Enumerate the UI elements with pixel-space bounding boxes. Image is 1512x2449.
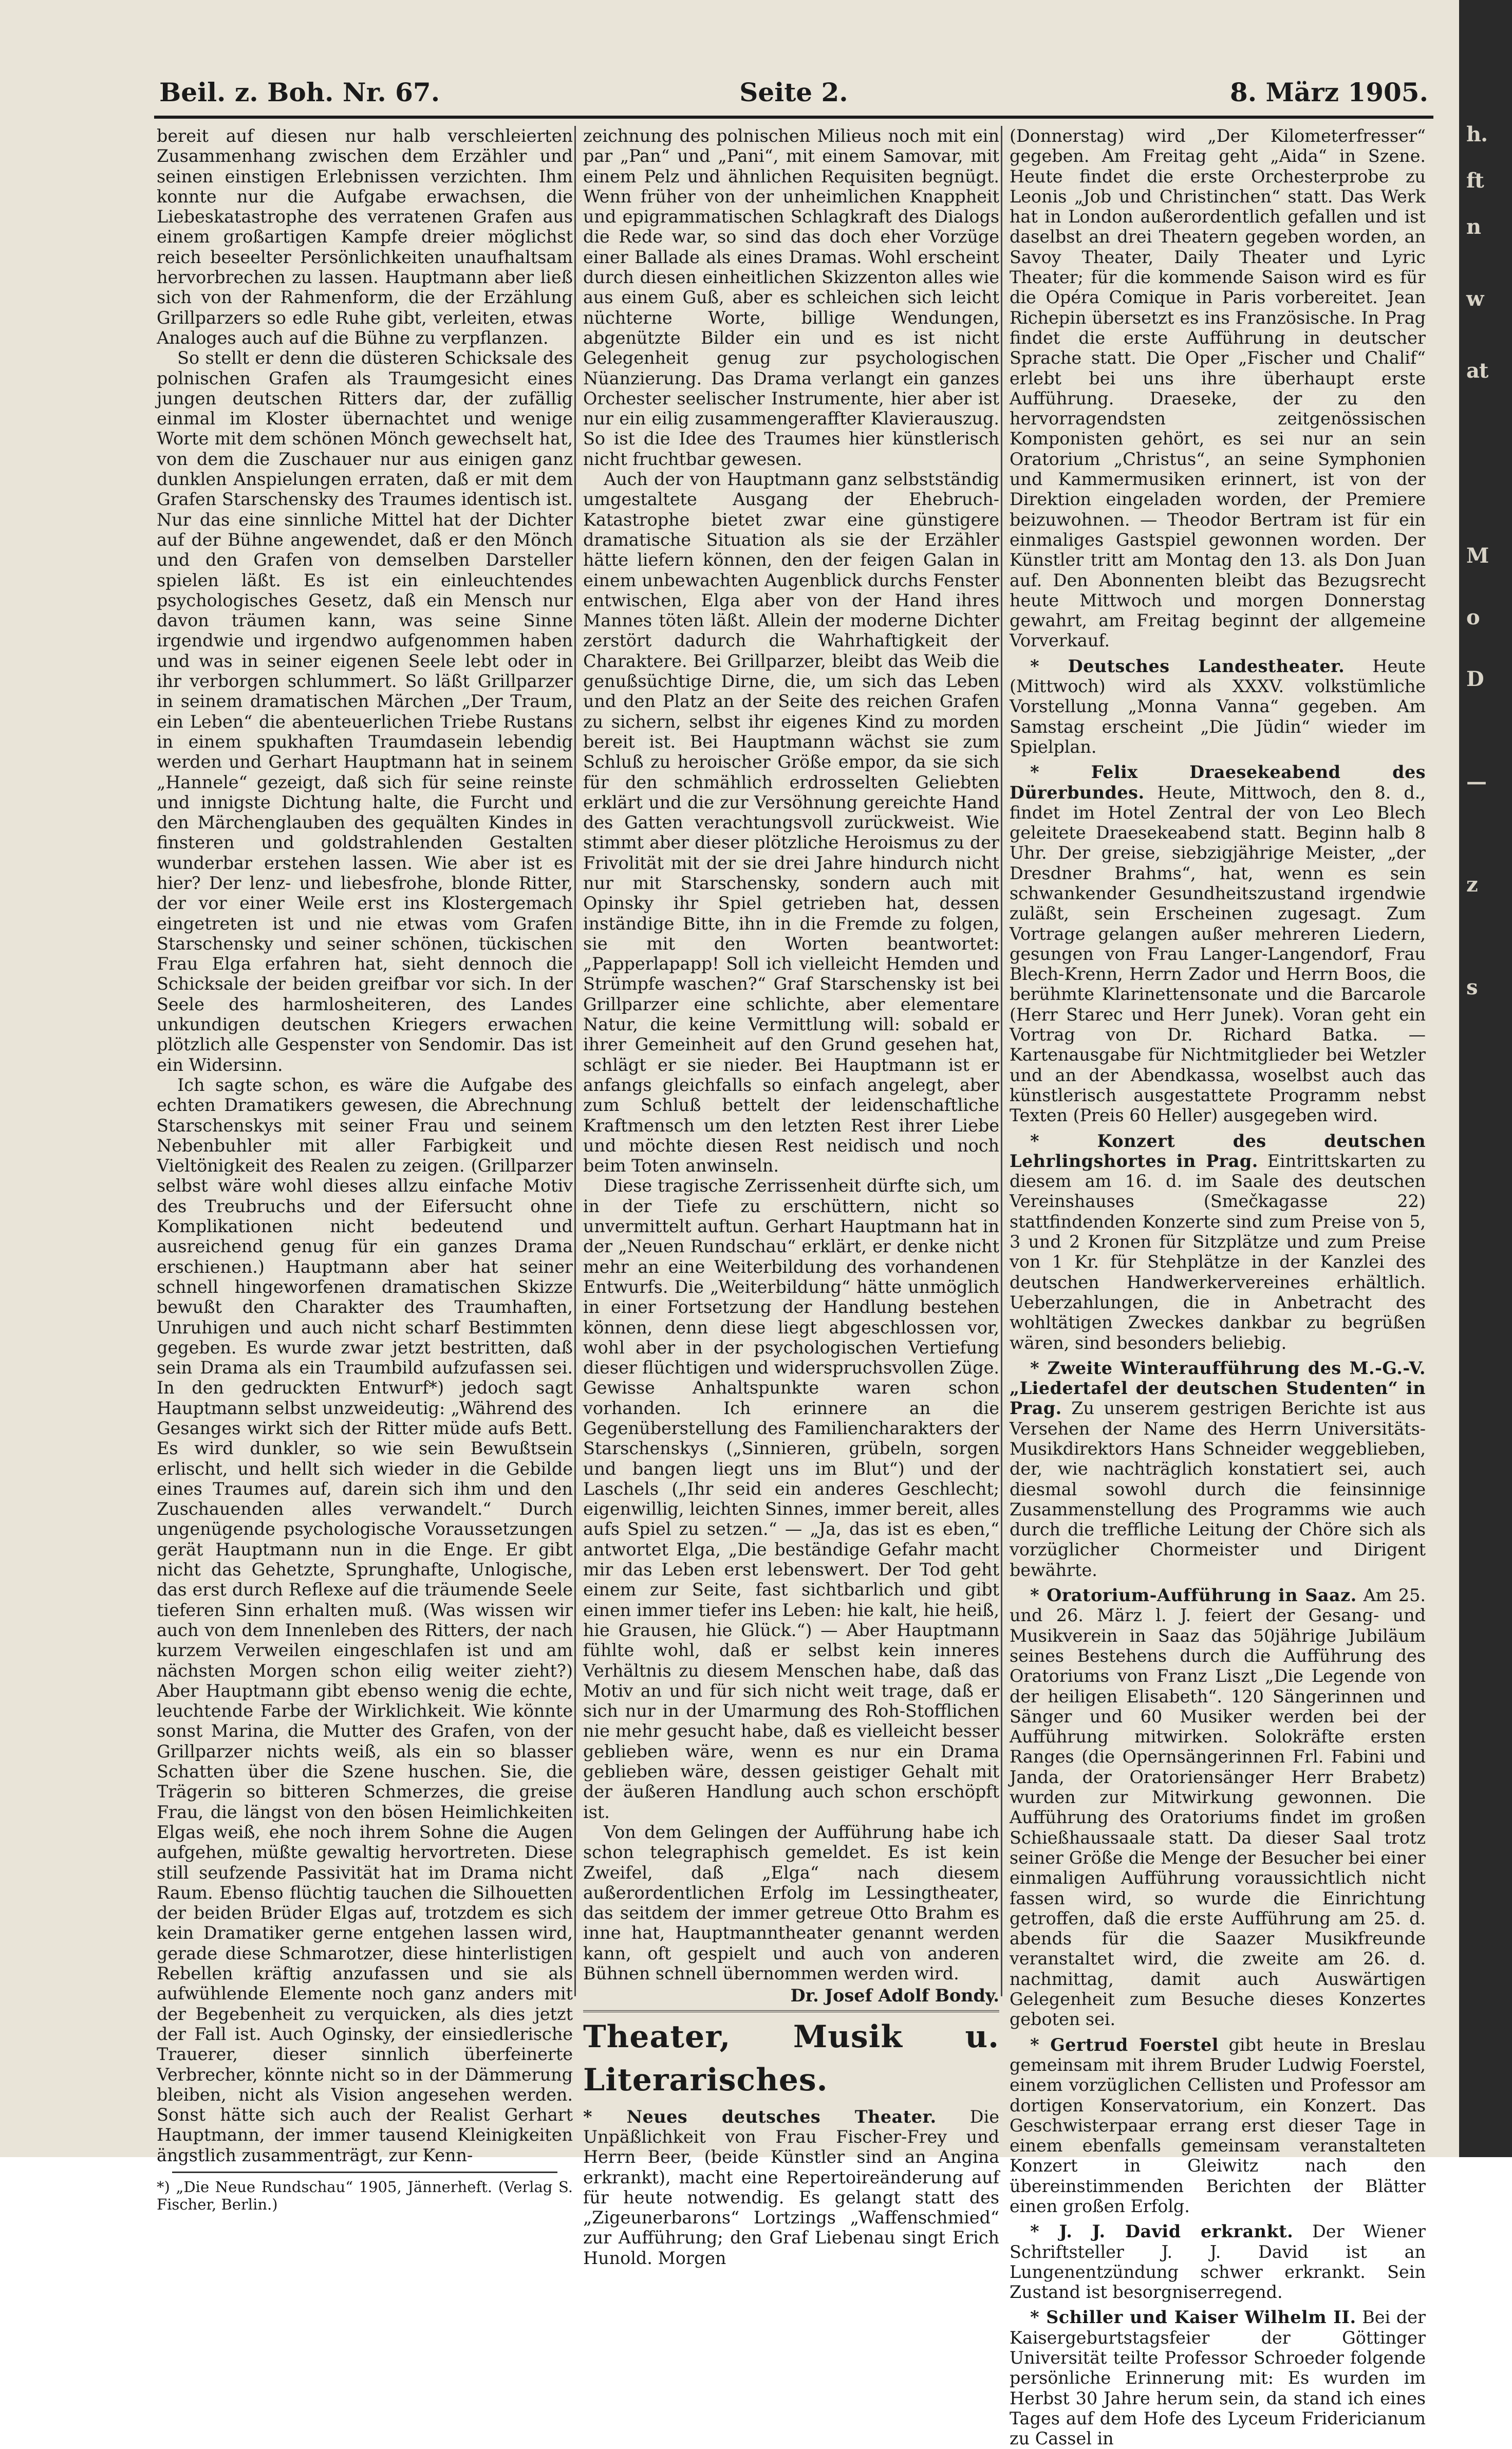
footnote: *) „Die Neue Rundschau“ 1905, Jännerheft. (Verlag S. Fischer, Berlin.)	[157, 2178, 573, 2213]
page-header	[154, 69, 1433, 119]
news-item	[583, 2107, 999, 2268]
news-item-text: Eintrittskarten zu diesem am 16. d. im Saale des deutschen Vereinshauses (Smečkagasse 22) stattfindenden Konzerte sind zum Preise von 5, 3 und 2 Kronen für Sitzplätze und zum Preise von 1 Kr. für Stehplätze in der Kanzlei des deutschen Handwerkervereines erhältlich. Ueberzahlungen, die in Anbetracht des wohltätigen Zweckes dankbar zu begrüßen wären, sind besonders beliebig.	[1010, 1151, 1426, 1353]
margin-fragment: —	[1466, 770, 1486, 794]
section-heading: Theater, Musik u. Literarisches.	[583, 2010, 999, 2102]
news-item-text: Heute, Mittwoch, den 8. d., findet im Hotel Zentral der von Leo Blech geleitete Draesekeabend statt. Beginn halb 8 Uhr. Der greise, siebzigjährige Meister, „der Dresdner Brahms“, hat, wenn es sein schwankender Gesundheitszustand irgendwie zuläßt, sein Erscheinen zugesagt. Zum Vortrage gelangen außer mehreren Liedern, gesungen von Frau Langer-Langendorf, Frau Blech-Krenn, Herrn Zador und Herrn Boos, die berühmte Klarinettensonate und die Barcarole (Herr Starec und Herr Junek). Voran geht ein Vortrag von Dr. Richard Batka. — Kartenausgabe für Nichtmitglieder bei Wetzler und an der Abendkassa, woselbst auch das künstlerisch ausgestattete Programm nebst Texten (Preis 60 Heller) ausgegeben wird.	[1010, 782, 1426, 1126]
news-item-text: Heute (Mittwoch) wird als XXXV. volkstümliche Vorstellung „Monna Vanna“ gegeben. Am Samstag erscheint „Die Jüdin“ wieder im Spielplan.	[1010, 656, 1426, 757]
author-signature: Dr. Josef Adolf Bondy.	[790, 1986, 999, 2006]
column-divider	[574, 126, 576, 1996]
news-item-title: * Gertrud Foerstel	[1030, 2034, 1219, 2055]
article-paragraph: zeichnung des polnischen Milieus noch mit ein par „Pan“ und „Pani“, mit einem Samovar, mit einem Pelz und ähnlichen Requisiten begnügt. Wenn früher von der unheimlichen Knappheit und epigrammatischen Schlagkraft des Dialogs die Rede war, so sind das doch eher Vorzüge einer Ballade als eines Dramas. Wohl erscheint durch diesen einheitlichen Skizzenton alles wie aus einem Guß, aber es schleichen sich leicht nüchterne Worte, billige Wendungen, abgenützte Bilder ein und es ist nicht Gelegenheit genug zur psychologischen Nüanzierung. Das Drama verlangt ein ganzes Orchester seelischer Instrumente, hier aber ist nur ein eilig zusammengeraffter Klavierauszug. So ist die Idee des Traumes hier künstlerisch nicht fruchtbar gewesen.	[583, 126, 999, 469]
news-item	[1010, 2035, 1426, 2217]
news-item-title: * Konzert des deutschen Lehrlingshortes in Prag.	[1010, 1130, 1426, 1171]
margin-fragment: at	[1466, 359, 1488, 383]
news-item-text: gibt heute in Breslau gemeinsam mit ihrem Bruder Ludwig Foerstel, einem vorzüglichen Cellisten und Professor am dortigen Konservatorium, ein Konzert. Das Geschwisterpaar errang erst dieser Tage in einem ebenfalls gemeinsam veranstalteten Konzert in Gleiwitz nach den übereinstimmenden Berichten der Blätter einen großen Erfolg.	[1010, 2034, 1426, 2216]
news-item	[1010, 1585, 1426, 2030]
news-item	[1010, 656, 1426, 757]
footnote-rule	[172, 2172, 557, 2173]
news-item-text: Bei der Kaisergeburtstagsfeier der Göttinger Universität teilte Professor Schroeder folgende persönliche Erinnerung mit: Es wurden im Herbst 30 Jahre herum sein, da stand ich eines Tages auf dem Hofe des Lyceum Fridericianum zu Cassel in	[1010, 2307, 1426, 2449]
column-3	[1010, 126, 1426, 2449]
news-item-text: Die Unpäßlichkeit von Frau Fischer-Frey und Herrn Beer, (beide Künstler sind an Angina erkrankt), macht eine Repertoireänderung auf für heute notwendig. Es gelangt statt des „Zigeunerbarons“ Lortzings „Waffenschmied“ zur Aufführung; den Graf Liebenau singt Erich Hunold. Morgen	[583, 2106, 1000, 2268]
article-paragraph: bereit auf diesen nur halb verschleierten Zusammenhang zwischen dem Erzähler und seinen einstigen Erlebnissen verzichten. Ihm konnte nur die Aufgabe erwachsen, die Liebeskatastrophe des verratenen Grafen aus einem großartigen Kampfe dreier möglichst reich beseelter Persönlichkeiten unaufhaltsam hervorbrechen zu lassen. Hauptmann aber ließ sich von der Rahmenform, die der Erzählung Grillparzers so edle Ruhe gibt, verleiten, etwas Analoges auch auf die Bühne zu verpflanzen.	[157, 126, 573, 348]
article-paragraph: Auch der von Hauptmann ganz selbstständig umgestaltete Ausgang der Ehebruch-Katastrophe bietet zwar eine günstigere dramatische Situation als sie der Erzähler hätte liefern können, den der feigen Galan in einem unbewachten Augenblick durchs Fenster entwischen, Elga aber von der Hand ihres Mannes töten läßt. Allein der moderne Dichter zerstört dadurch die Wahrhaftigkeit der Charaktere. Bei Grillparzer, bleibt das Weib die genußsüchtige Dirne, die, um sich das Leben und den Platz an der Seite des reichen Grafen zu sichern, selbst ihr eigenes Kind zu morden bereit ist. Bei Hauptmann wächst sie zum Schluß zu heroischer Größe empor, da sie sich für den schmählich erdrosselten Geliebten erklärt und die zur Versöhnung gereichte Hand des Gatten verachtungsvoll zurückweist. Wie stimmt aber dieser plötzliche Heroismus zu der Frivolität mit der sie drei Jahre hindurch nicht nur mit Starschensky, sondern auch mit Opinsky ihr Spiel getrieben hat, dessen inständige Bitte, ihn in die Fremde zu folgen, sie mit den Worten beantwortet: „Papperlapapp! Soll ich vielleicht Hemden und Strümpfe waschen?“ Graf Starschensky ist bei Grillparzer eine schlichte, aber elementare Natur, die keine Vermittlung will: sobald er ihrer Gemeinheit auf den Grund gesehen hat, schlägt er sie nieder. Bei Hauptmann ist er anfangs gleichfalls so einfach angelegt, aber zum Schluß bettelt der leidenschaftliche Kraftmensch um den letzten Rest ihrer Liebe und möchte diesen Rest neidisch und noch beim Toten anwinseln.	[583, 469, 999, 1176]
article-paragraph: Von dem Gelingen der Aufführung habe ich schon telegraphisch gemeldet. Es ist kein Zweifel, daß „Elga“ nach diesem außerordentlichen Erfolg im Lessingtheater, das seitdem der immer getreue Otto Brahm es inne hat, Hauptmanntheater genannt werden kann, oft gespielt und auch von anderen Bühnen schnell übernommen werden wird.	[583, 1822, 999, 1984]
news-item-title: * Neues deutsches Theater.	[583, 2106, 937, 2127]
news-item	[1010, 1131, 1426, 1353]
article-paragraph: Diese tragische Zerrissenheit dürfte sich, um in der Tiefe zu erschüttern, nicht so unvermittelt auftun. Gerhart Hauptmann hat in der „Neuen Rundschau“ erklärt, er denke nicht mehr an eine Weiterbildung des vorhandenen Entwurfs. Die „Weiterbildung“ hätte unmöglich in einer Fortsetzung der Handlung bestehen können, denn diese liegt abgeschlossen vor, wohl aber in der psychologischen Vertiefung dieser flüchtigen und widerspruchsvollen Züge. Gewisse Anhaltspunkte waren schon vorhanden. Ich erinnere an die Gegenüberstellung des Familiencharakters der Starschenskys („Sinnieren, grübeln, sorgen und bangen liegt uns im Blut“) und der Laschels („Ihr seid ein anderes Geschlecht; eigenwillig, leichten Sinnes, immer bereit, alles aufs Spiel zu setzen.“ — „Ja, das ist es eben,“ antwortet Elga, „Die beständige Gefahr macht mir das Leben erst lebenswert. Der Tod geht einem zur Seite, fast sichtbarlich und gibt einen immer tiefer ins Leben: hie kalt, hie heiß, hie Grausen, hie Glück.“) — Aber Hauptmann fühlte wohl, daß er selbst kein inneres Verhältnis zu diesem Menschen habe, daß das Motiv an und für sich nicht weit trage, daß er sich nur in der Umarmung des Roh-Stofflichen nie mehr gesucht habe, daß es vielleicht besser geblieben wäre, wenn es nur ein Drama geblieben wäre, dessen geistiger Gehalt mit der äußeren Handlung auch schon erschöpft ist.	[583, 1176, 999, 1822]
news-item-text: Der Wiener Schriftsteller J. J. David ist an Lungenentzündung schwer erkrankt. Sein Zustand ist besorgniserregend.	[1010, 2221, 1426, 2303]
news-item	[1010, 2221, 1426, 2302]
news-item	[1010, 1358, 1426, 1580]
issue-reference: Beil. z. Boh. Nr. 67.	[159, 77, 440, 107]
column-1	[157, 126, 573, 2213]
column-divider	[1001, 126, 1002, 1996]
margin-fragment: D	[1466, 667, 1484, 691]
article-paragraph: Ich sagte schon, es wäre die Aufgabe des echten Dramatikers gewesen, die Abrechnung Starschenskys mit seiner Frau und seinem Nebenbuhler mit aller Farbigkeit und Vieltönigkeit des Realen zu zeigen. (Grillparzer selbst wäre wohl dieses allzu einfache Motiv des Treubruchs und der Eifersucht ohne Komplikationen nicht bedeutend und ausreichend genug für ein ganzes Drama erschienen.) Hauptmann aber hat seiner schnell hingeworfenen dramatischen Skizze bewußt den Charakter des Traumhaften, Unruhigen und auch nicht scharf Bestimmten gegeben. Es wurde zwar jetzt bestritten, daß sein Drama als ein Traumbild aufzufassen sei. In den gedruckten Entwurf*) jedoch sagt Hauptmann selbst unzweideutig: „Während des Gesanges wirkt sich der Ritter müde aufs Bett. Es wird dunkler, so wie sein Bewußtsein erlischt, und hellt sich wieder in die Gebilde eines Traumes auf, darein sich ihm und den Zuschauenden alles verwandelt.“ Durch ungenügende psychologische Voraussetzungen gerät Hauptmann nun in die Enge. Er gibt nicht das Gehetzte, Sprunghafte, Unlogische, das erst durch Reflexe auf die träumende Seele tieferen Sinn erhalten muß. (Was wissen wir auch von dem Innenleben des Ritters, der nach kurzem Verweilen eingeschlafen ist und am nächsten Morgen schon eilig weiter zieht?) Aber Hauptmann gibt ebenso wenig die echte, leuchtende Farbe der Wirklichkeit. Wie könnte sonst Marina, die Mutter des Grafen, von der Grillparzer nichts weiß, als ein so blasser Schatten über die Szene huschen. Sie, die Trägerin so bitteren Schmerzes, die greise Frau, die längst von den bösen Heimlichkeiten Elgas weiß, ehe noch ihrem Sohne die Augen aufgehen, müßte gewaltig hervortreten. Diese still seufzende Passivität hat im Drama nicht Raum. Ebenso flüchtig tauchen die Silhouetten der beiden Brüder Elgas auf, trotzdem es sich kein Dramatiker gerne entgehen lassen wird, gerade diese Schmarotzer, diese hinterlistigen Rebellen kräftig anzufassen und sie als aufwühlende Elemente noch ganz anders mit der Begebenheit zu verquicken, als dies jetzt der Fall ist. Auch Oginsky, der einsiedlerische Trauerer, dieser sinnlich überfeinerte Verbrecher, könnte nicht so in der Dämmerung bleiben, nicht als Vision angesehen werden. Sonst hätte sich auch der Realist Gerhart Hauptmann, der immer tausend Kleinigkeiten ängstlich zusammenträgt, zur Kenn-	[157, 1074, 573, 2165]
margin-fragment: z	[1466, 873, 1478, 897]
page-number: Seite 2.	[739, 77, 848, 107]
adjacent-page-edge	[1459, 0, 1512, 2157]
margin-fragment: w	[1466, 287, 1484, 311]
news-item-title: * Schiller und Kaiser Wilhelm II.	[1030, 2307, 1356, 2328]
news-item-text: Am 25. und 26. März l. J. feiert der Gesang- und Musikverein in Saaz das 50jährige Jubiläum seines Bestehens durch die Aufführung des Oratoriums von Franz Liszt „Die Legende von der heiligen Elisabeth“. 120 Sängerinnen und Sänger und 60 Musiker werden bei der Aufführung mitwirken. Solokräfte ersten Ranges (die Opernsängerinnen Frl. Fabini und Janda, der Oratoriensänger Herr Brabetz) wurden zur Mitwirkung gewonnen. Die Aufführung des Oratoriums findet im großen Schießhaussaale statt. Da dieser Saal trotz seiner Größe die Menge der Besucher bei einer einmaligen Aufführung voraussichtlich nicht fassen wird, so wurde die Einrichtung getroffen, daß die erste Aufführung am 25. d. abends für die Saazer Musikfreunde veranstaltet wird, die zweite am 26. d. nachmittag, damit auch Auswärtigen Gelegenheit zum Besuche dieses Konzertes geboten sei.	[1010, 1585, 1426, 2030]
article-paragraph: (Donnerstag) wird „Der Kilometerfresser“ gegeben. Am Freitag geht „Aida“ in Szene. Heute findet die erste Orchesterprobe zu Leonis „Job und Christinchen“ statt. Das Werk hat in London außerordentlich gefallen und ist daselbst an drei Theatern gegeben worden, an Savoy Theater, Daily Theater und Lyric Theater; für die kommende Saison wird es für die Opéra Comique in Paris vorbereitet. Jean Richepin übersetzt es ins Französische. In Prag findet die erste Aufführung in deutscher Sprache statt. Die Oper „Fischer und Chalif“ erlebt bei uns ihre überhaupt erste Aufführung. Draeseke, der zu den hervorragendsten zeitgenössischen Komponisten gehört, es sei nur an sein Oratorium „Christus“, an seine Symphonien und Kammermusiken erinnert, ist von der Direktion eingeladen worden, der Premiere beizuwohnen. — Theodor Bertram ist für ein einmaliges Gastspiel gewonnen worden. Der Künstler tritt am Montag den 13. als Don Juan auf. Den Abonnenten bleibt das Bezugsrecht heute Mittwoch und morgen Donnerstag gewahrt, am Freitag beginnt der allgemeine Vorverkauf.	[1010, 126, 1426, 651]
news-item	[1010, 2307, 1426, 2448]
margin-fragment: ft	[1466, 169, 1484, 193]
margin-fragment: M	[1466, 544, 1489, 568]
news-item-title: * J. J. David erkrankt.	[1030, 2221, 1294, 2242]
column-2	[583, 126, 1000, 2268]
margin-fragment: n	[1466, 215, 1481, 239]
news-item-title: * Oratorium-Aufführung in Saaz.	[1030, 1585, 1357, 1606]
margin-fragment: h.	[1466, 122, 1488, 146]
margin-fragment: o	[1466, 605, 1480, 629]
margin-fragment: s	[1466, 975, 1478, 999]
issue-date: 8. März 1905.	[1229, 77, 1428, 107]
news-item	[1010, 762, 1426, 1125]
news-item-title: * Deutsches Landestheater.	[1030, 656, 1345, 676]
news-item-text: Zu unserem gestrigen Berichte ist aus Versehen der Name des Herrn Universitäts-Musikdirektors Hans Schneider weggeblieben, der, wie nachträglich konstatiert sei, auch diesmal sowohl durch die feinsinnige Zusammenstellung des Programms wie auch durch die treffliche Leitung der Chöre sich als vorzüglicher Chormeister und Dirigent bewährte.	[1010, 1398, 1426, 1580]
news-item-title: * Zweite Winteraufführung des M.-G.-V. „Liedertafel der deutschen Studenten“ in Prag.	[1010, 1358, 1426, 1419]
article-paragraph: So stellt er denn die düsteren Schicksale des polnischen Grafen als Traumgesicht eines jungen deutschen Ritters dar, der zufällig einmal im Kloster übernachtet und wenige Worte mit dem schönen Mönch gewechselt hat, von dem die Zuschauer nur aus einigen ganz dunklen Anspielungen erraten, daß er mit dem Grafen Starschensky des Traumes identisch ist. Nur das eine sinnliche Mittel hat der Dichter auf der Bühne angewendet, daß er den Mönch und den Grafen von demselben Darsteller spielen läßt. Es ist ein einleuchtendes psychologisches Gesetz, daß ein Mensch nur davon träumen kann, was seine Sinne irgendwie und irgendwo aufgenommen haben und was in seiner eigenen Seele lebt oder in ihr verborgen schlummert. So läßt Grillparzer in seinem dramatischen Märchen „Der Traum, ein Leben“ die abenteuerlichen Triebe Rustans in einem spukhaften Traumdasein lebendig werden und Gerhart Hauptmann hat in seinem „Hannele“ gezeigt, daß sich für seine reinste und innigste Dichtung halte, die Furcht und den Märchenglauben des gequälten Kindes in finsteren und goldstrahlenden Gestalten wunderbar erstehen lassen. Wie aber ist es hier? Der lenz- und liebesfrohe, blonde Ritter, der vor einer Weile erst ins Klostergemach eingetreten ist und nie etwas vom Grafen Starschensky und seiner schönen, tückischen Frau Elga erfahren hat, sieht dennoch die Schicksale der beiden greifbar vor sich. In der Seele des harmlosheiteren, des Landes unkundigen deutschen Kriegers erwachen plötzlich alle Gespenster von Sendomir. Das ist ein Widersinn.	[157, 348, 573, 1075]
news-item-title: * Felix Draesekeabend des Dürerbundes.	[1010, 762, 1426, 803]
